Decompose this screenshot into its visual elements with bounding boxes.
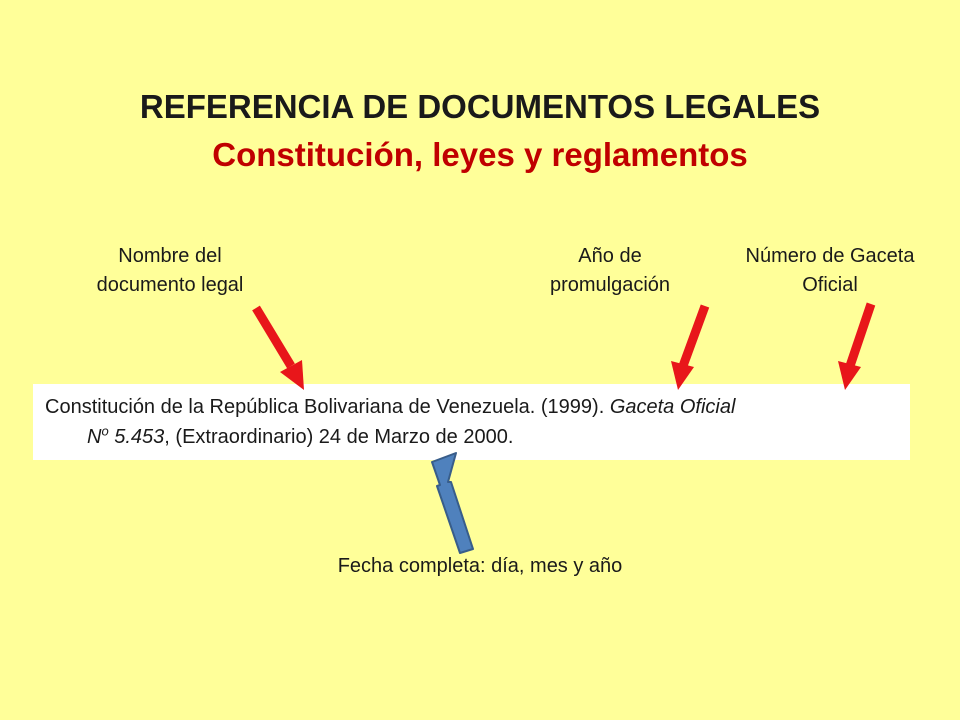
reference-extraordinary-date: , (Extraordinario) 24 de Marzo de 2000.: [164, 426, 514, 448]
label-full-date: Fecha completa: día, mes y año: [337, 555, 623, 577]
label-gazette-line2: Oficial: [802, 274, 858, 296]
label-document-name-line2: documento legal: [96, 274, 244, 296]
reference-example-box: [33, 384, 910, 460]
arrow-down-icon: [671, 306, 705, 390]
reference-document-year: Constitución de la República Bolivariana de Venezuela. (1999).: [45, 396, 610, 418]
label-document-name: [60, 242, 280, 300]
label-document-name-line1: Nombre del: [118, 245, 222, 267]
label-gazette-line1: Número de Gaceta: [745, 245, 915, 267]
reference-line-1: [45, 392, 900, 422]
reference-number-superscript: o: [101, 423, 109, 439]
reference-number-letter: N: [87, 426, 102, 448]
label-year: [520, 242, 700, 300]
label-year-line2: promulgación: [549, 274, 671, 296]
label-gazette-number: [715, 242, 945, 300]
arrow-up-icon: [432, 453, 473, 553]
reference-gazette-name: Gaceta Oficial: [609, 396, 736, 418]
label-year-line1: Año de: [578, 245, 642, 267]
arrow-down-icon: [256, 308, 304, 390]
arrow-down-icon: [838, 304, 871, 390]
slide-title: REFERENCIA DE DOCUMENTOS LEGALES: [139, 88, 821, 125]
slide-subtitle: Constitución, leyes y reglamentos: [212, 136, 748, 173]
reference-line-2: [45, 422, 900, 452]
reference-gazette-number: 5.453: [108, 426, 165, 448]
